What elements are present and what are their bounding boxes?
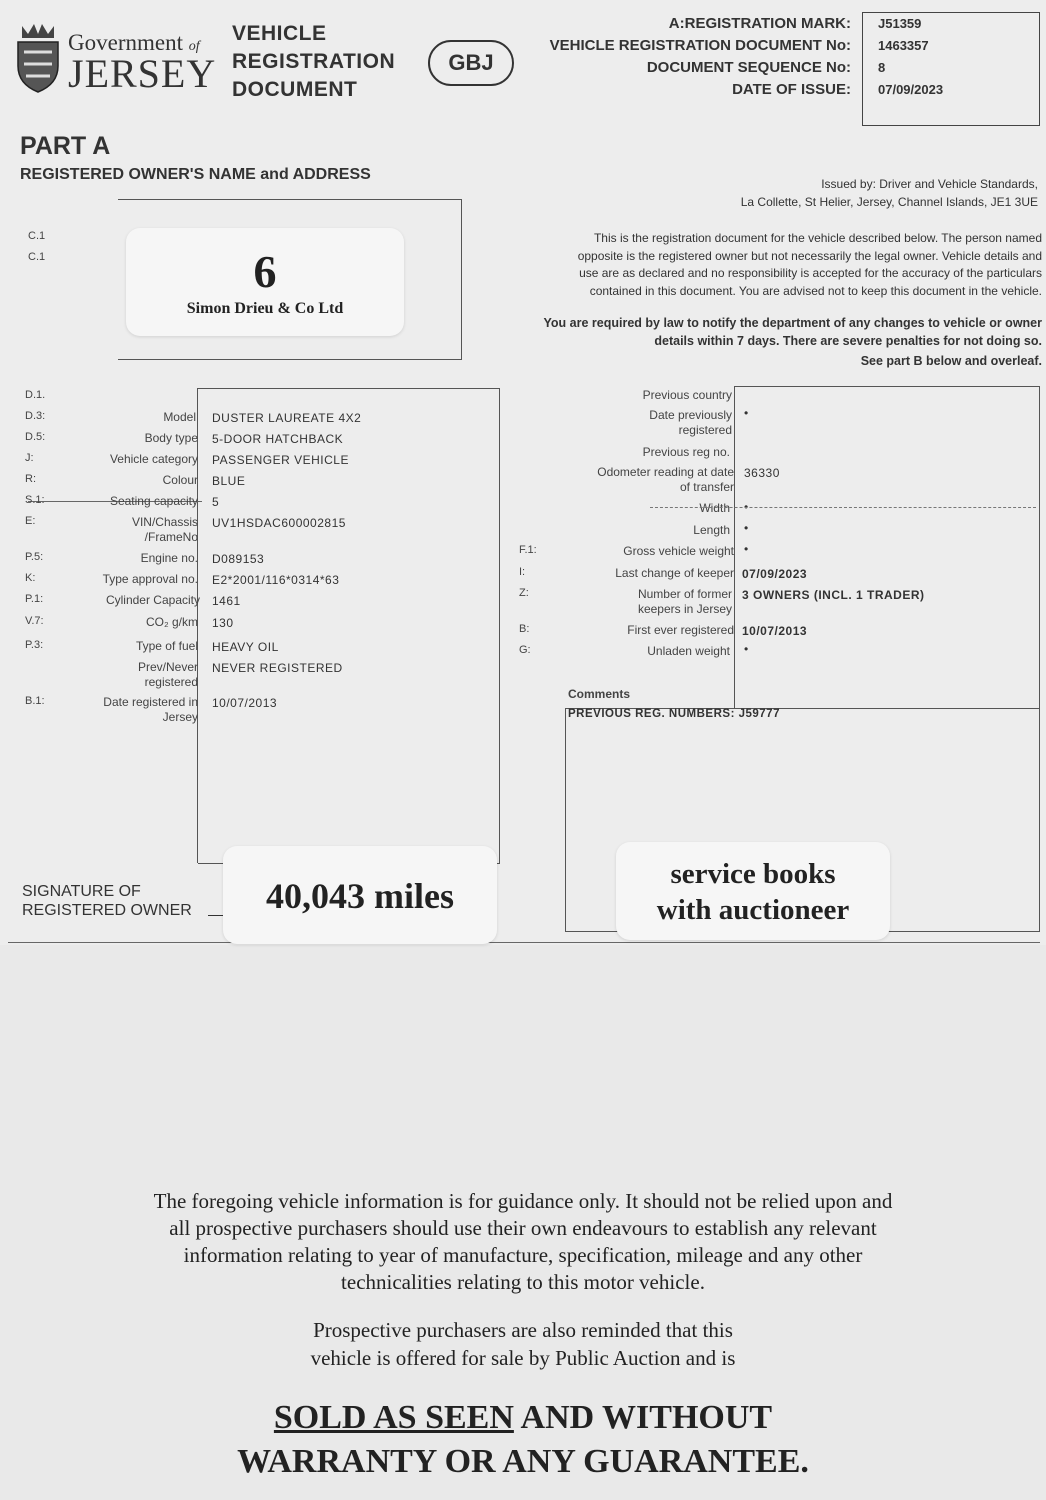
owner-heading: REGISTERED OWNER'S NAME and ADDRESS xyxy=(20,166,371,183)
type-approval-value: E2*2001/116*0314*63 xyxy=(212,573,340,587)
seating-capacity-value: 5 xyxy=(212,495,220,509)
vehicle-code-fuel: P.3: xyxy=(25,639,44,651)
date-previously-registered-value: • xyxy=(744,406,749,420)
seating-capacity-label: Seating capacity xyxy=(109,494,198,508)
model-value: DUSTER LAUREATE 4X2 xyxy=(212,411,362,425)
vehicle-code-vin: E: xyxy=(25,515,36,527)
disclaimer-line: information relating to year of manufacture, specification, mileage and any other xyxy=(183,1243,863,1267)
date-registered-value: 10/07/2013 xyxy=(212,696,278,710)
width-strike-line xyxy=(650,507,1036,508)
right-box-divider xyxy=(734,386,735,708)
issued-by-line-1: Issued by: Driver and Vehicle Standards, xyxy=(821,177,1038,191)
notice-line: use are as declared and no responsibility is accepted for the accuracy of the particulars xyxy=(579,266,1042,280)
service-books-sticker xyxy=(616,842,890,940)
first-registered-value: 10/07/2013 xyxy=(742,624,808,638)
document-title-line-2: REGISTRATION xyxy=(232,50,396,73)
vehicle-code-model: D.3: xyxy=(25,410,46,422)
co2-label: CO₂ g/km xyxy=(146,615,198,629)
right-code-unladen: G: xyxy=(519,644,531,656)
former-keepers-label: Number of former keepers in Jersey xyxy=(637,587,732,616)
previous-reg-no-label: Previous reg no. xyxy=(642,445,730,459)
government-label: Government of xyxy=(68,30,200,55)
signature-label-line: REGISTERED OWNER xyxy=(22,902,192,919)
legal-line: details within 7 days. There are severe penalties for not doing so. xyxy=(654,334,1042,348)
unladen-weight-label: Unladen weight xyxy=(647,644,730,658)
owner-box-top-border xyxy=(118,199,462,200)
vehicle-code-d1: D.1. xyxy=(25,389,46,401)
comments-text: PREVIOUS REG. NUMBERS: J59777 xyxy=(568,708,780,720)
vehicle-code-seating: S.1: xyxy=(25,494,45,506)
date-previously-registered-label: Date previously registered xyxy=(649,408,732,437)
engine-no-label: Engine no. xyxy=(140,551,198,565)
document-number-label: VEHICLE REGISTRATION DOCUMENT No: xyxy=(549,37,851,54)
document-bottom-rule xyxy=(8,942,1040,943)
right-code-keeper: I: xyxy=(519,566,526,578)
sold-as-seen-underlined: SOLD AS SEEN xyxy=(273,1399,514,1436)
fuel-type-value: HEAVY OIL xyxy=(212,640,279,654)
right-code-gross: F.1: xyxy=(519,544,537,556)
vin-label: VIN/Chassis /FrameNo xyxy=(131,515,198,544)
document-number-value: 1463357 xyxy=(878,38,929,53)
odometer-value: 36330 xyxy=(744,466,780,480)
disclaimer-line: technicalities relating to this motor vehicle. xyxy=(341,1270,705,1294)
notice-line: contained in this document. You are advised not to keep this document in the vehicle. xyxy=(589,283,1042,298)
engine-no-value: D089153 xyxy=(212,552,265,566)
sold-as-seen-rest: AND WITHOUT xyxy=(513,1399,773,1436)
width-value: • xyxy=(744,500,749,514)
owner-code-1: C.1 xyxy=(28,230,46,242)
disclaimer-line: The foregoing vehicle information is for guidance only. It should not be relied upon and xyxy=(153,1189,893,1213)
comments-label: Comments xyxy=(568,687,631,701)
type-approval-label: Type approval no. xyxy=(102,572,198,586)
jersey-label: JERSEY xyxy=(68,51,217,96)
document-title-line-1: VEHICLE xyxy=(232,22,327,45)
cylinder-capacity-label: Cylinder Capacity xyxy=(105,593,200,607)
issued-by-line-2: La Collette, St Helier, Jersey, Channel Islands, JE1 3UE xyxy=(740,195,1038,209)
width-label: Width xyxy=(699,501,730,515)
date-registered-label: Date registered in Jersey xyxy=(103,695,198,724)
former-keepers-value: 3 OWNERS (INCL. 1 TRADER) xyxy=(742,588,925,602)
registration-mark-label: A:REGISTRATION MARK: xyxy=(668,15,851,32)
jersey-crest-icon xyxy=(14,22,62,94)
reminder-line: vehicle is offered for sale by Public Auction and is xyxy=(310,1346,736,1370)
prev-never-value: NEVER REGISTERED xyxy=(212,661,343,675)
registration-mark-value: J51359 xyxy=(878,16,922,31)
document-title-line-3: DOCUMENT xyxy=(232,78,358,101)
disclaimer-paragraph xyxy=(60,1188,986,1296)
co2-value: 130 xyxy=(212,616,234,630)
sold-as-seen-line xyxy=(60,1396,986,1440)
sold-as-seen-heading xyxy=(60,1396,986,1484)
notice-line: opposite is the registered owner but not necessarily the legal owner. Vehicle details and xyxy=(577,248,1042,263)
vehicle-code-date-registered: B.1: xyxy=(25,695,45,707)
notice-paragraph xyxy=(480,230,1042,300)
legal-line: You are required by law to notify the department of any changes to vehicle or owner xyxy=(543,316,1042,330)
owner-sticker xyxy=(126,228,404,336)
last-change-keeper-label: Last change of keeper xyxy=(615,566,734,580)
previous-country-label: Previous country xyxy=(642,388,732,402)
date-of-issue-label: DATE OF ISSUE: xyxy=(732,81,851,98)
country-code-badge: GBJ xyxy=(428,40,514,86)
right-code-first-registered: B: xyxy=(519,623,530,635)
odometer-label: Odometer reading at date of transfer xyxy=(597,465,734,494)
reminder-line: Prospective purchasers are also reminded that this xyxy=(313,1318,733,1342)
length-label: Length xyxy=(693,523,730,537)
last-change-keeper-value: 07/09/2023 xyxy=(742,567,808,581)
sequence-number-label: DOCUMENT SEQUENCE No: xyxy=(646,59,851,76)
vehicle-category-label: Vehicle category xyxy=(109,452,198,466)
length-value: • xyxy=(744,521,749,535)
vehicle-code-body: D.5: xyxy=(25,431,46,443)
reminder-paragraph xyxy=(60,1316,986,1372)
part-a-title: PART A xyxy=(20,132,111,160)
vin-value: UV1HSDAC600002815 xyxy=(212,516,346,530)
owner-name: Simon Drieu & Co Ltd xyxy=(186,300,344,317)
sequence-number-value: 8 xyxy=(878,60,886,75)
notice-line: This is the registration document for the vehicle described below. The person named xyxy=(593,231,1042,245)
first-registered-label: First ever registered xyxy=(627,623,734,637)
vehicle-category-value: PASSENGER VEHICLE xyxy=(212,453,349,467)
vehicle-code-co2: V.7: xyxy=(25,615,44,627)
unladen-weight-value: • xyxy=(744,642,749,656)
vehicle-code-category: J: xyxy=(25,452,34,464)
vehicle-code-colour: R: xyxy=(25,473,36,485)
prev-never-label: Prev/Never registered xyxy=(137,660,198,689)
gross-weight-label: Gross vehicle weight xyxy=(623,544,734,558)
body-type-label: Body type xyxy=(144,431,198,445)
right-box-top-border xyxy=(735,386,1040,387)
legal-line: See part B below and overleaf. xyxy=(860,354,1042,368)
fuel-type-label: Type of fuel xyxy=(135,639,198,653)
signature-label xyxy=(22,882,192,920)
vehicle-code-engine: P.5: xyxy=(25,551,44,563)
legal-notice xyxy=(480,314,1042,370)
gross-weight-value: • xyxy=(744,542,749,556)
signature-label-line: SIGNATURE OF xyxy=(22,883,141,900)
lot-number: 6 xyxy=(253,246,277,297)
owner-box-right-border xyxy=(461,199,462,359)
vehicle-code-type-approval: K: xyxy=(25,572,36,584)
vehicle-code-cylinder: P.1: xyxy=(25,593,44,605)
mileage-sticker: 40,043 miles xyxy=(223,846,497,944)
disclaimer-line: all prospective purchasers should use their own endeavours to establish any relevant xyxy=(169,1216,877,1240)
model-label: Model xyxy=(163,410,196,424)
date-of-issue-value: 07/09/2023 xyxy=(878,82,944,97)
colour-value: BLUE xyxy=(212,474,246,488)
right-code-former-keepers: Z: xyxy=(519,587,529,599)
vehicle-box-top-border xyxy=(198,388,500,389)
service-sticker-line: with auctioneer xyxy=(656,894,850,926)
service-sticker-line: service books xyxy=(670,858,836,890)
vehicle-box-right-border xyxy=(499,388,500,863)
warranty-line: WARRANTY OR ANY GUARANTEE. xyxy=(237,1443,809,1480)
cylinder-capacity-value: 1461 xyxy=(212,594,241,608)
owner-box-bottom-border xyxy=(118,359,462,360)
colour-label: Colour xyxy=(162,473,198,487)
owner-code-2: C.1 xyxy=(28,251,46,263)
body-type-value: 5-DOOR HATCHBACK xyxy=(212,432,344,446)
